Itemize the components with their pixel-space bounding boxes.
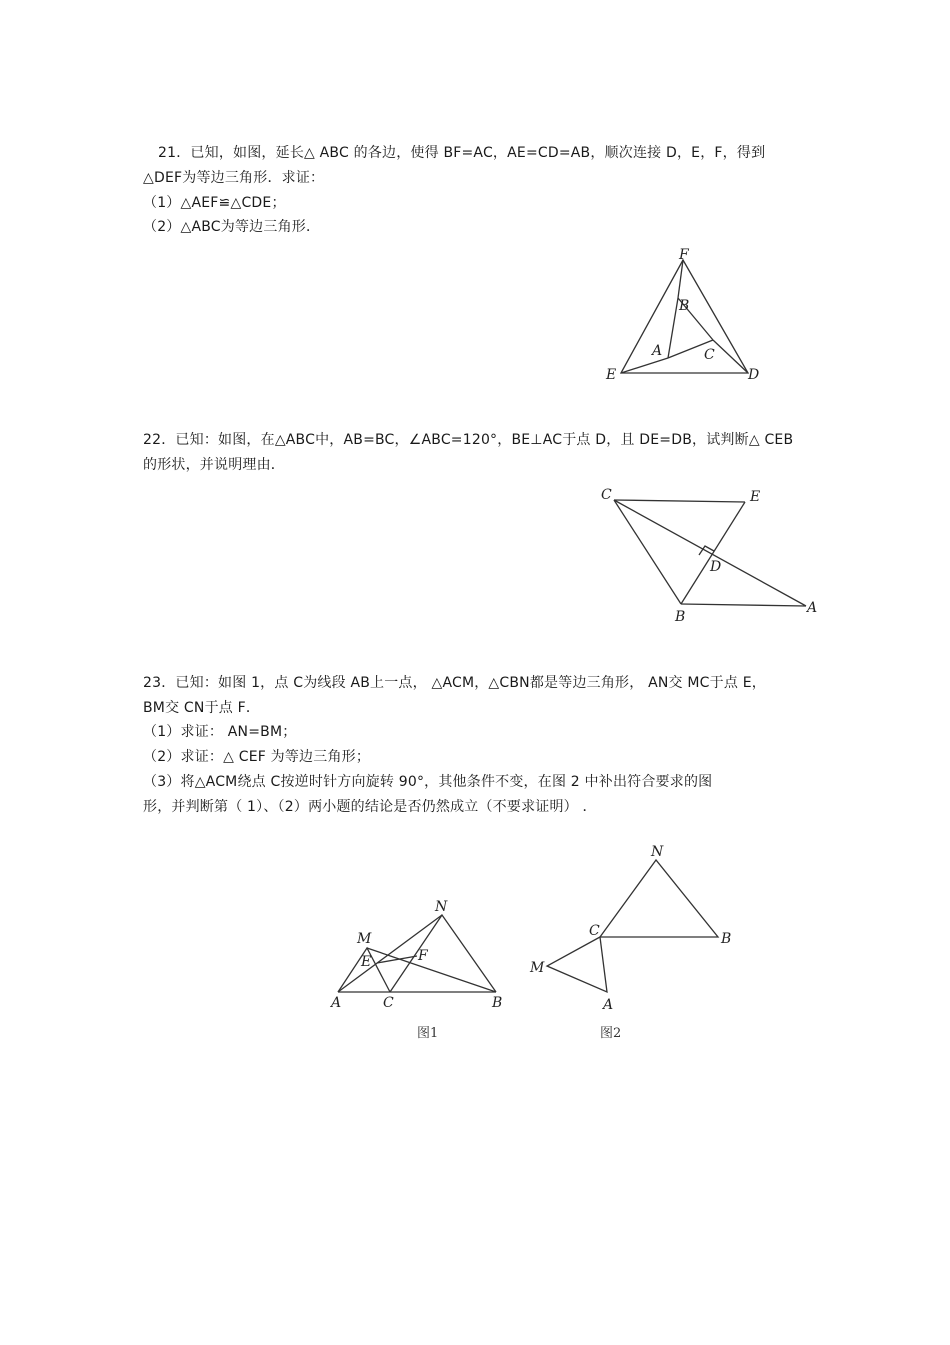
q21-label-f: F <box>679 247 689 263</box>
fig2-label-c: C <box>589 923 600 939</box>
q23-figure1 <box>325 895 515 1015</box>
q21-segment-ba <box>668 298 678 358</box>
fig2-label-m: M <box>530 960 545 976</box>
q22-label-e: E <box>750 489 761 505</box>
q23-line2: BM交 CN于点 F． <box>143 700 261 716</box>
q22-label-b: B <box>675 609 686 625</box>
q21-part2: （2）△ABC为等边三角形． <box>143 219 321 235</box>
q23-part2: （2）求证：△ CEF 为等边三角形； <box>143 749 371 765</box>
q23-part3b: 形，并判断第（ 1）、（2）两小题的结论是否仍然成立（不要求证明） ． <box>143 799 597 815</box>
fig1-label-c: C <box>383 995 394 1011</box>
q22-label-a: A <box>807 600 818 616</box>
q21-label-b: B <box>679 298 690 314</box>
q21-figure <box>600 240 780 390</box>
q21-line1: 21．已知，如图，延长△ ABC 的各边，使得 BF=AC，AE=CD=AB，顺次连接 D，E，F，得到 <box>158 145 766 161</box>
fig2-label-b: B <box>721 931 732 947</box>
q22-segment-cb <box>614 500 681 604</box>
fig1-label-a: A <box>331 995 342 1011</box>
fig1-label-b: B <box>492 995 503 1011</box>
q23-line1: 23．已知：如图 1，点 C为线段 AB上一点， △ACM，△CBN都是等边三角形， AN交 MC于点 E， <box>143 675 766 691</box>
fig2-label-a: A <box>603 997 614 1013</box>
fig2-caption: 图2 <box>600 1026 622 1041</box>
fig1-label-f: F <box>418 948 428 964</box>
q22-line1: 22．已知：如图，在△ABC中，AB=BC，∠ABC=120°，BE⊥AC于点 D，且 DE=DB，试判断△ CEB <box>143 432 794 448</box>
q21-label-a: A <box>652 343 663 359</box>
q23-part3: （3）将△ACM绕点 C按逆时针方向旋转 90°，其他条件不变，在图 2 中补出符合要求的图 <box>143 774 713 790</box>
q23-figure2 <box>525 840 745 1015</box>
q21-label-c: C <box>704 347 715 363</box>
q22-label-d: D <box>710 559 722 575</box>
fig1-triangle-cbn <box>390 915 496 992</box>
fig1-label-m: M <box>357 931 372 947</box>
q22-segment-ca <box>614 500 806 606</box>
q21-label-e: E <box>606 367 617 383</box>
q22-figure <box>595 480 835 630</box>
q21-label-d: D <box>748 367 760 383</box>
fig2-label-n: N <box>651 844 664 860</box>
fig1-label-n: N <box>435 899 448 915</box>
q22-label-c: C <box>601 487 612 503</box>
q22-line2: 的形状，并说明理由． <box>143 457 285 473</box>
q21-line2: △DEF为等边三角形．求证： <box>143 170 325 186</box>
q22-segment-be <box>681 502 745 604</box>
q23-part1: （1）求证： AN=BM； <box>143 724 297 740</box>
q21-part1: （1）△AEF≌△CDE； <box>143 195 286 211</box>
fig1-caption: 图1 <box>417 1026 439 1041</box>
q22-segment-ce <box>614 500 745 502</box>
q22-segment-ba <box>681 604 806 606</box>
q21-segment-cd <box>713 340 748 373</box>
fig2-triangle-acm <box>547 937 607 992</box>
fig1-label-e: E <box>361 954 372 970</box>
q21-triangle-def <box>621 260 748 373</box>
fig2-triangle-cbn <box>600 860 718 937</box>
